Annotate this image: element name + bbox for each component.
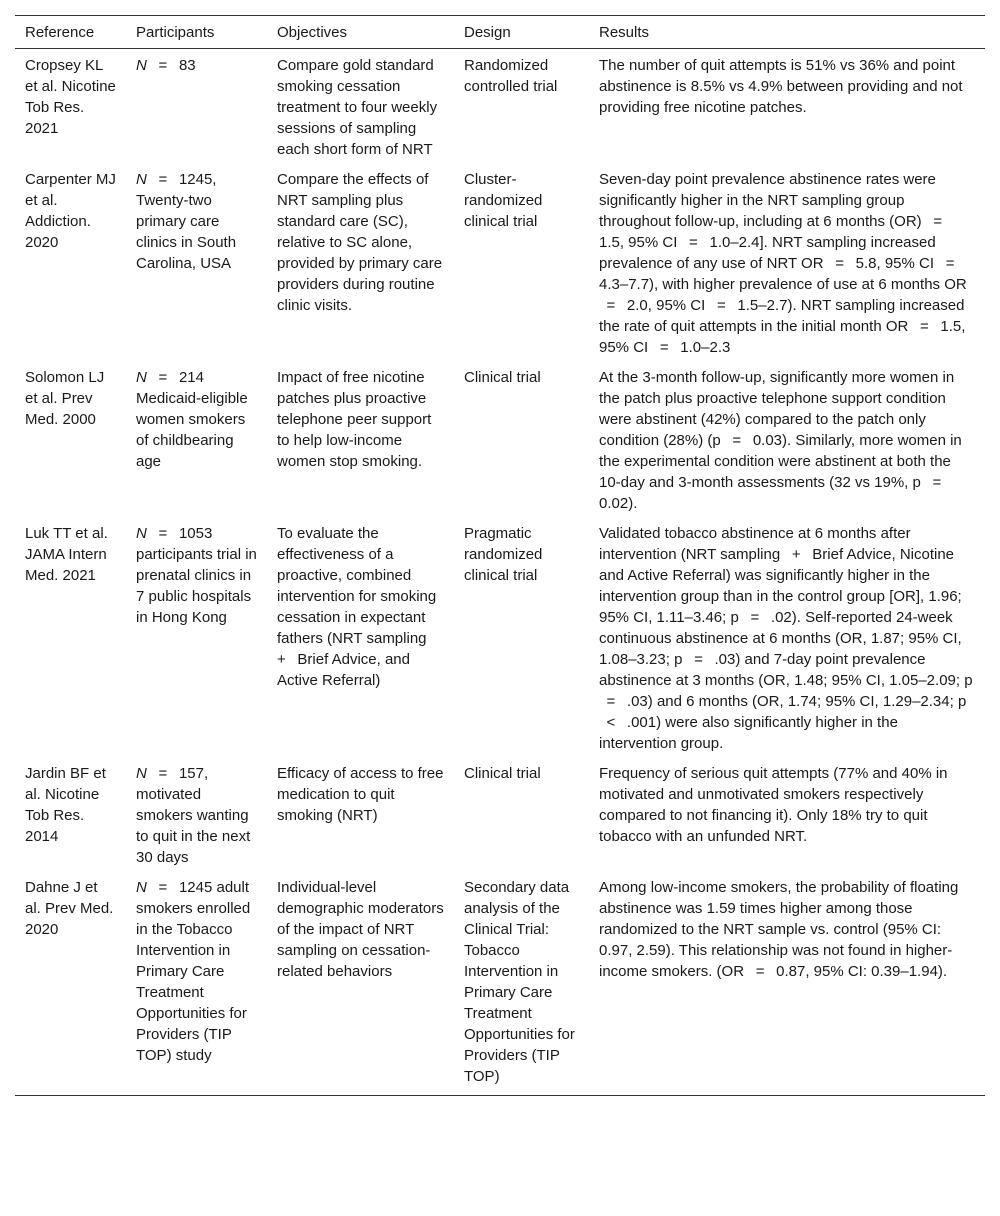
results-cell: Among low-income smokers, the probability of floating abstinence was 1.59 times higher among those randomized to the NRT sample vs. control (95% CI: 0.97, 2.59). This relationship was not found in higher-income smokers. (OR = 0.87, 95% CI: 0.39–1.94). <box>589 871 985 1096</box>
objectives-cell: Efficacy of access to free medication to quit smoking (NRT) <box>277 765 444 824</box>
reference-cell: Solomon LJ et al. Prev Med. 2000 <box>25 369 105 428</box>
header-design: Design <box>454 16 589 49</box>
design-cell: Secondary data analysis of the Clinical Trial: Tobacco Intervention in Primary Care Treatment Opportunities for Providers (TIP TOP) <box>454 871 589 1096</box>
n-label: N <box>136 525 147 542</box>
participants-cell <box>126 871 267 1096</box>
results-cell: Frequency of serious quit attempts (77% and 40% in motivated and unmotivated smokers respectively compared to not financing it). Only 18% try to quit tobacco with an unfunded NRT. <box>599 765 948 845</box>
participants-text: = 157, motivated smokers wanting to quit in the next 30 days <box>136 765 251 866</box>
studies-table <box>15 15 985 1096</box>
participants-text: = 1245 adult smokers enrolled in the Tobacco Intervention in Primary Care Treatment Opportunities for Providers (TIP TOP) study <box>136 879 251 1064</box>
participants-text: = 1245, Twenty-two primary care clinics in South Carolina, USA <box>136 171 237 272</box>
header-participants: Participants <box>126 16 267 49</box>
table-row <box>15 163 985 361</box>
reference-cell: Cropsey KL et al. Nicotine Tob Res. 2021 <box>25 57 116 137</box>
participants-cell <box>126 49 267 164</box>
objectives-cell: Impact of free nicotine patches plus proactive telephone peer support to help low-income women stop smoking. <box>277 369 432 470</box>
table-row <box>15 871 985 1096</box>
n-label: N <box>136 879 147 896</box>
results-cell: Validated tobacco abstinence at 6 months after intervention (NRT sampling + Brief Advice, Nicotine and Active Referral) was significantly higher in the intervention group than in the control group [OR], 1.96; 95% CI, 1.11–3.46; p = .02). Self-reported 24-week continuous abstinence at 6 months (OR, 1.87; 95% CI, 1.08–3.23; p = .03) and 7-day point prevalence abstinence at 3 months (OR, 1.48; 95% CI, 1.05–2.09; p = .03) and 6 months (OR, 1.74; 95% CI, 1.29–2.34; p < .001) were also significantly higher in the intervention group. <box>599 525 973 752</box>
table-row <box>15 361 985 517</box>
participants-cell <box>126 757 267 871</box>
design-cell: Clinical trial <box>464 369 541 386</box>
participants-cell <box>126 361 267 517</box>
design-cell: Cluster-randomized clinical trial <box>464 171 543 230</box>
header-objectives: Objectives <box>267 16 454 49</box>
participants-text: = 1053 participants trial in prenatal clinics in 7 public hospitals in Hong Kong <box>136 525 257 626</box>
objectives-cell: Individual-level demographic moderators of the impact of NRT sampling on cessation-related behaviors <box>267 871 454 1096</box>
design-cell: Pragmatic randomized clinical trial <box>464 525 543 584</box>
design-cell: Randomized controlled trial <box>464 57 558 95</box>
results-cell: Seven-day point prevalence abstinence rates were significantly higher in the NRT sampling group throughout follow-up, including at 6 months (OR) = 1.5, 95% CI = 1.0–2.4]. NRT sampling increased prevalence of any use of NRT OR = 5.8, 95% CI = 4.3–7.7), with higher prevalence of use at 6 months OR = 2.0, 95% CI = 1.5–2.7). NRT sampling increased the rate of quit attempts in the initial month OR = 1.5, 95% CI = 1.0–2.3 <box>599 171 967 356</box>
reference-cell: Luk TT et al. JAMA Intern Med. 2021 <box>25 525 108 584</box>
reference-cell: Carpenter MJ et al. Addiction. 2020 <box>25 171 116 251</box>
results-cell: The number of quit attempts is 51% vs 36% and point abstinence is 8.5% vs 4.9% between providing and not providing free nicotine patches. <box>599 57 963 116</box>
reference-cell: Jardin BF et al. Nicotine Tob Res. 2014 <box>25 765 106 845</box>
header-reference: Reference <box>15 16 126 49</box>
header-results: Results <box>589 16 985 49</box>
objectives-cell: To evaluate the effectiveness of a proactive, combined intervention for smoking cessation in expectant fathers (NRT sampling + Brief Advice, and Active Referral) <box>277 525 439 689</box>
objectives-cell: Compare gold standard smoking cessation treatment to four weekly sessions of sampling each short form of NRT <box>277 57 438 158</box>
participants-text: = 214 Medicaid-eligible women smokers of childbearing age <box>136 369 248 470</box>
design-cell: Clinical trial <box>464 765 541 782</box>
n-label: N <box>136 765 147 782</box>
objectives-cell: Compare the effects of NRT sampling plus standard care (SC), relative to SC alone, provided by primary care providers during routine clinic visits. <box>277 171 443 314</box>
header-row <box>15 16 985 49</box>
table-row <box>15 517 985 757</box>
participants-cell <box>126 517 267 757</box>
table-row <box>15 49 985 164</box>
participants-text: = 83 <box>146 57 196 74</box>
results-cell: At the 3-month follow-up, significantly more women in the patch plus proactive telephone support condition were abstinent (42%) compared to the patch only condition (28%) (p = 0.03). Similarly, more women in the experimental condition were abstinent at both the 10-day and 3-month assessments (32 vs 19%, p = 0.02). <box>599 369 962 512</box>
participants-cell <box>126 163 267 361</box>
n-label: N <box>136 369 147 386</box>
n-label: N <box>136 171 147 188</box>
reference-cell: Dahne J et al. Prev Med. 2020 <box>15 871 126 1096</box>
table-row <box>15 757 985 871</box>
n-label: N <box>136 57 147 74</box>
